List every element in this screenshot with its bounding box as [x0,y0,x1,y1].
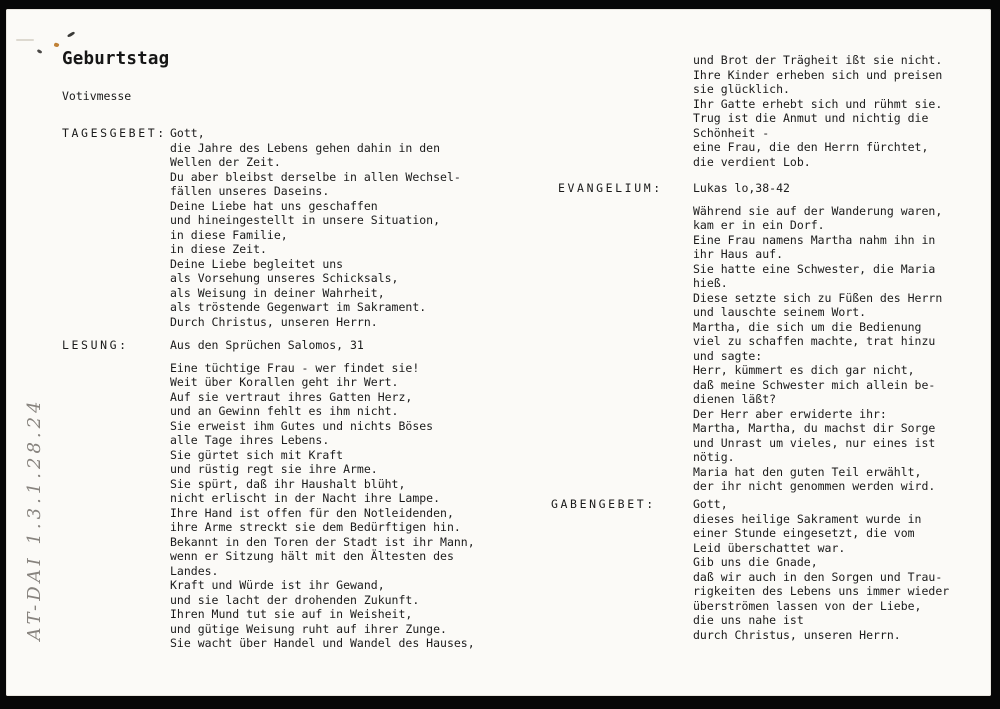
text-line: und Brot der Trägheit ißt sie nicht. [693,53,943,67]
text-line: Landes. [170,563,219,578]
text-line: Durch Christus, unseren Herrn. [170,314,378,329]
section-label-lesung: LESUNG: [62,338,129,352]
paragraph [170,126,461,329]
section-body-continuation [693,53,942,169]
text-line: die Jahre des Lebens gehen dahin in den [170,140,441,155]
text-line: Trug ist die Anmut und nichtig die [693,111,929,125]
text-line: Sie erweist ihm Gutes und nichts Böses [170,418,434,433]
text-line: Lukas lo,38-42 [693,181,790,195]
text-line: Gott, [693,497,728,511]
paragraph [170,361,475,651]
text-line: rigkeiten des Lebens uns immer wieder [693,584,950,598]
text-line: Wellen der Zeit. [170,155,281,169]
text-line: in diese Zeit. [170,242,267,256]
text-line: Diese setzte sich zu Füßen des Herrn [693,290,943,305]
text-line: und lauschte seinem Wort. [693,305,867,319]
text-line: nicht erlischt in der Nacht ihre Lampe. [170,491,441,505]
paragraph [693,204,942,494]
text-line: daß meine Schwester mich allein be- [693,377,936,392]
text-line: Leid überschattet war. [693,540,846,555]
text-line: die uns nahe ist [693,613,804,627]
text-line: Aus den Sprüchen Salomos, 31 [170,338,364,352]
text-line: Ihren Mund tut sie auf in Weisheit, [170,607,413,621]
paragraph [693,181,942,196]
section-label-evangelium: EVANGELIUM: [558,181,663,195]
handwritten-archival-mark: AT-DAI 1.3.1.28.24 [24,397,45,641]
text-line: Deine Liebe begleitet uns [170,256,344,271]
text-line: Sie gürtet sich mit Kraft [170,447,344,462]
text-line: Weit über Korallen geht ihr Wert. [170,375,399,389]
text-line: Sie spürt, daß ihr Haushalt blüht, [170,476,406,491]
text-line: und sagte: [693,348,763,363]
text-line: Sie hatte eine Schwester, die Maria [693,261,936,276]
text-line: der ihr nicht genommen werden wird. [693,479,936,493]
text-line: als tröstende Gegenwart im Sakrament. [170,300,427,314]
text-line: Der Herr aber erwiderte ihr: [693,406,887,421]
text-line: Martha, die sich um die Bedienung [693,319,922,334]
section-body-evangelium [693,181,942,494]
text-line: die verdient Lob. [693,154,811,169]
text-line: und gütige Weisung ruht auf ihrer Zunge. [170,621,447,636]
text-line: ihr Haus auf. [693,247,784,261]
section-body-lesung [170,338,475,651]
text-line: Ihr Gatte erhebt sich und rühmt sie. [693,96,943,111]
section-label-tagesgebet: TAGESGEBET: [62,126,167,140]
text-line: und rüstig regt sie ihre Arme. [170,462,378,476]
text-line: in diese Familie, [170,227,288,242]
text-line: und Unrast um vieles, nur eines ist [693,435,936,450]
section-body-gabengebet [693,497,949,642]
text-line: fällen unseres Daseins. [170,184,330,198]
text-line: und an Gewinn fehlt es ihm nicht. [170,404,399,418]
text-line: und hineingestellt in unsere Situation, [170,213,441,227]
text-line: als Vorsehung unseres Schicksals, [170,271,399,285]
text-line: Herr, kümmert es dich gar nicht, [693,363,915,377]
text-line: kam er in ein Dorf. [693,218,825,232]
text-line: dienen läßt? [693,392,777,406]
text-line: überströmen lassen von der Liebe, [693,598,922,613]
text-line: durch Christus, unseren Herrn. [693,627,901,642]
text-line: Schönheit - [693,125,770,140]
text-line: Gib uns die Gnade, [693,555,818,569]
text-line: nötig. [693,450,735,464]
text-line: Bekannt in den Toren der Stadt ist ihr Mann, [170,534,475,549]
paragraph [693,53,942,169]
text-line: ihre Arme streckt sie dem Bedürftigen hin. [170,520,461,534]
text-line: Sie wacht über Handel und Wandel des Hauses, [170,636,475,650]
text-line: Ihre Hand ist offen für den Notleidenden, [170,505,454,520]
paragraph [693,497,949,642]
text-line: als Weisung in deiner Wahrheit, [170,285,385,300]
pen-mark [67,31,75,37]
text-line: wenn er Sitzung hält mit den Ältesten des [170,549,454,563]
text-line: sie glücklich. [693,82,790,96]
text-line: Gott, [170,126,205,140]
scratch-mark [16,39,34,41]
stain-speck [53,42,59,47]
text-line: Während sie auf der Wanderung waren, [693,203,943,218]
section-label-gabengebet: GABENGEBET: [551,497,656,511]
text-line: Eine tüchtige Frau - wer findet sie! [170,360,420,375]
text-line: Maria hat den guten Teil erwählt, [693,464,922,479]
text-line: einer Stunde eingesetzt, die vom [693,526,915,540]
document-subtitle: Votivmesse [62,89,132,103]
text-line: Kraft und Würde ist ihr Gewand, [170,578,385,592]
text-line: hieß. [693,276,728,290]
pen-mark [37,49,43,54]
text-line: Auf sie vertraut ihres Gatten Herz, [170,389,413,404]
text-line: Ihre Kinder erheben sich und preisen [693,67,943,82]
text-line: Du aber bleibst derselbe in allen Wechsel- [170,169,461,184]
text-line: daß wir auch in den Sorgen und Trau- [693,569,943,584]
text-line: Martha, Martha, du machst dir Sorge [693,421,936,435]
text-line: viel zu schaffen machte, trat hinzu [693,334,936,348]
document-title: Geburtstag [62,49,170,69]
text-line: Eine Frau namens Martha nahm ihn in [693,232,936,247]
text-line: alle Tage ihres Lebens. [170,433,330,447]
scanned-page [6,9,991,696]
text-line: und sie lacht der drohenden Zukunft. [170,592,420,607]
text-line: eine Frau, die den Herrn fürchtet, [693,140,929,154]
text-line: Deine Liebe hat uns geschaffen [170,198,378,213]
paragraph [170,338,475,353]
text-line: dieses heilige Sakrament wurde in [693,511,922,526]
section-body-tagesgebet [170,126,461,329]
